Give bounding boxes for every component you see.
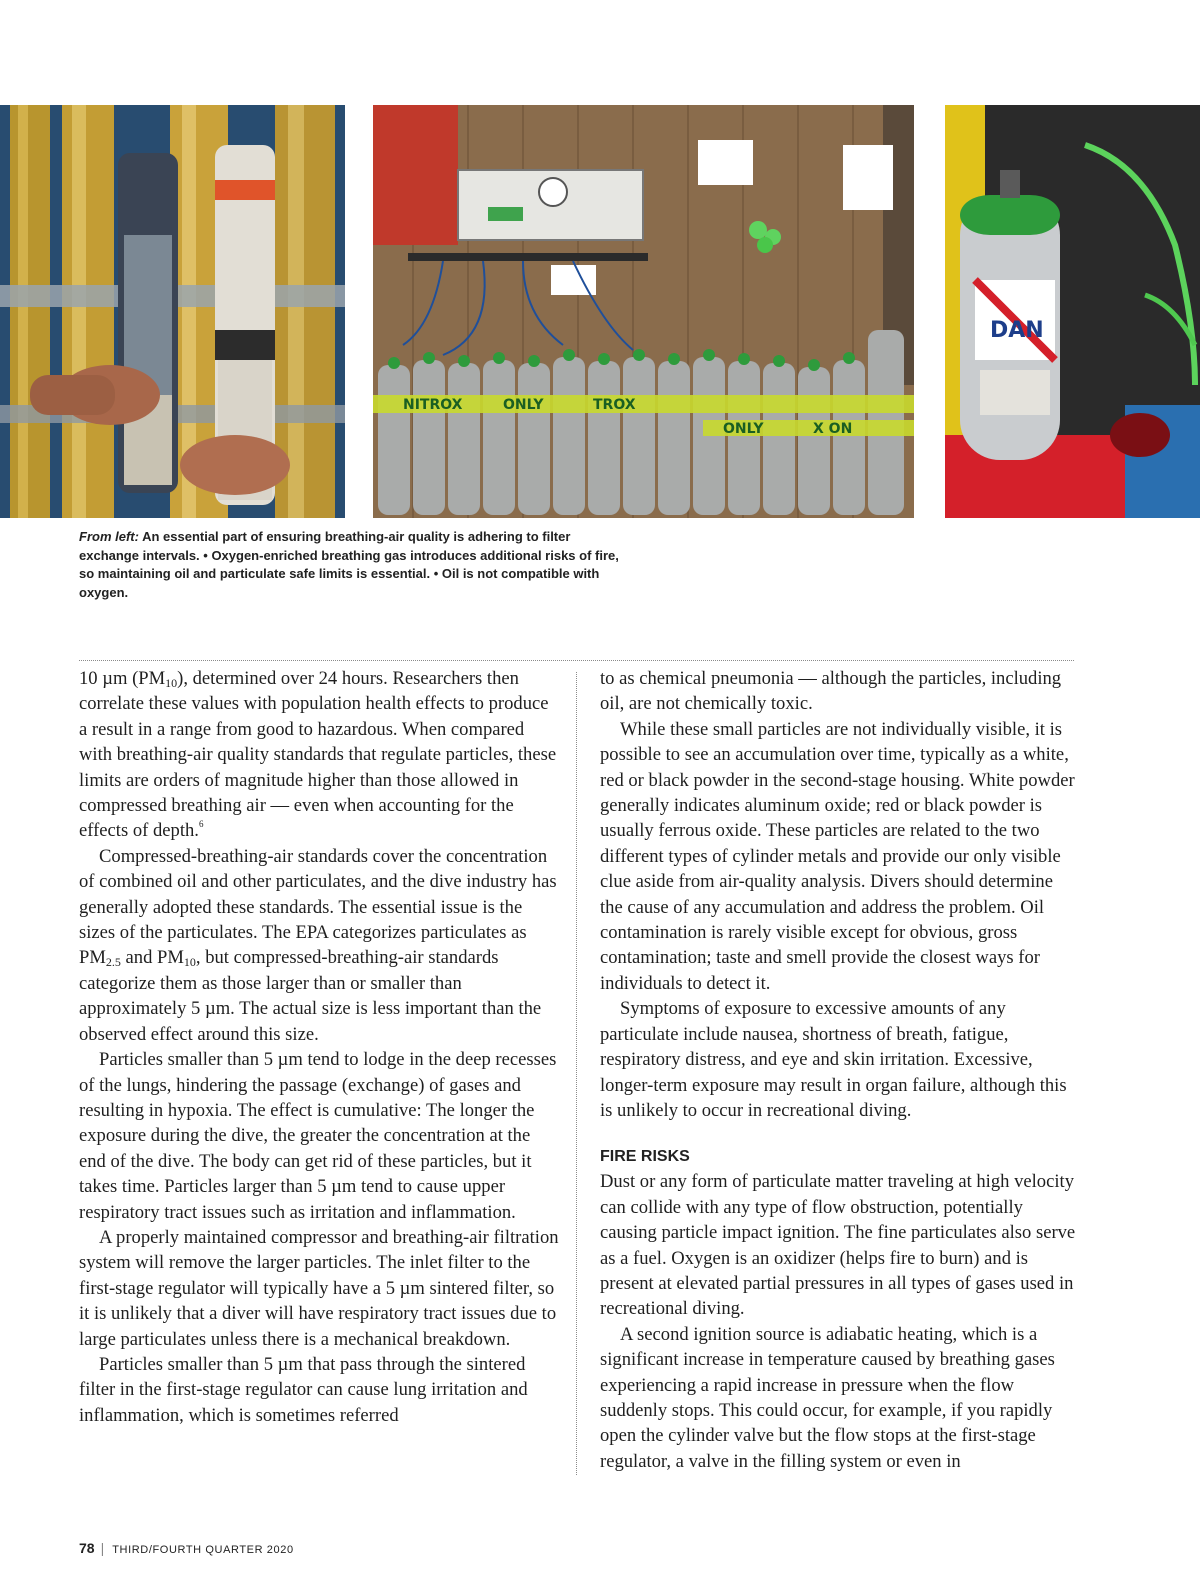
page-number: 78	[79, 1540, 95, 1556]
photo-nitrox-tank-room	[373, 105, 914, 518]
svg-text:ONLY: ONLY	[503, 397, 544, 413]
photo-filter-cartridges	[0, 105, 345, 518]
caption-text: An essential part of ensuring breathing-air quality is adhering to filter exchange intervals. • Oxygen-enriched breathing gas introduces additional risks of fire, so maintaining oil and particulate safe limits is essential. • Oil is not compatible with oxygen.	[79, 529, 619, 600]
column-divider	[576, 672, 577, 1475]
svg-text:DAN: DAN	[990, 318, 1044, 343]
photo-dan-oxygen-cylinder	[945, 105, 1200, 518]
left-paragraph-5: Particles smaller than 5 µm that pass through the sintered filter in the first-stage regulator can cause lung irritation and inflammation, which is sometimes referred	[79, 1353, 528, 1426]
left-paragraph-3: Particles smaller than 5 µm tend to lodge in the deep recesses of the lungs, hindering the passage (exchange) of gases and resulting in hypoxia. The effect is cumulative: The longer the exposure during the dive, the greater the concentration at the end of the dive. The body can get rid of these particles, but it takes time. Particles larger than 5 µm tend to cause upper respiratory tract issues such as irritation and inflammation.	[79, 1049, 557, 1223]
svg-text:TROX: TROX	[593, 397, 636, 413]
right-paragraph-2: While these small particles are not individually visible, it is possible to see an accumulation over time, typically as a white, red or black powder in the second-stage housing. White powder generally indicates aluminum oxide; red or black powder is usually ferrous oxide. These particles are related to the two different types of cylinder metals and provide our only visible clue aside from air-quality analysis. Divers should determine the cause of any accumulation and address the problem. Oil contamination is rarely visible except for obvious, gross contamination; taste and smell provide the closest ways for individuals to detect it.	[600, 718, 1075, 994]
caption-lead: From left:	[79, 529, 139, 544]
left-paragraph-4: A properly maintained compressor and breathing-air filtration system will remove the larger particles. The inlet filter to the first-stage regulator will typically have a 5 µm sintered filter, so it is unlikely that a diver will have respiratory tract issues due to large particulates unless there is a mechanical breakdown.	[79, 1226, 559, 1350]
left-paragraph-1: 10 µm $(PM_{10})$, determined over 24 hours. Researchers then correlate these values with population health effects to produce a result in a range from good to hazardous. When compared with breathing-air quality standards that regulate particles, these limits are orders of magnitude higher than those allowed in compressed breathing air — even when accounting for the effects of depth.$^6$	[79, 668, 557, 842]
right-paragraph-3: Symptoms of exposure to excessive amounts of any particulate include nausea, shortness of breath, fatigue, respiratory distress, and eye and skin irritation. Excessive, longer-term exposure may result in organ failure, although this is unlikely to occur in recreational diving.	[600, 998, 1067, 1121]
svg-text:NITROX: NITROX	[403, 397, 463, 413]
dan-cylinder-illustration	[945, 105, 1200, 518]
right-paragraph-1: to as chemical pneumonia — although the particles, including oil, are not chemically toxic.	[600, 668, 1062, 715]
issue-label: THIRD/FOURTH QUARTER 2020	[112, 1544, 294, 1556]
right-column	[600, 666, 1076, 1474]
nitrox-tanks-illustration	[373, 105, 914, 518]
page-footer	[79, 1540, 294, 1558]
right-paragraph-4: Dust or any form of particulate matter traveling at high velocity can collide with any type of flow obstruction, potentially causing particle impact ignition. The fine particulates also serve as a fuel. Oxygen is an oxidizer (helps fire to burn) and is present at elevated partial pressures in all types of gases used in recreational diving.	[600, 1171, 1076, 1320]
section-heading-fire-risks: FIRE RISKS	[600, 1148, 690, 1166]
left-column	[79, 666, 560, 1428]
photo-caption	[79, 528, 619, 602]
right-paragraph-5: A second ignition source is adiabatic heating, which is a significant increase in temperature caused by breathing gases experiencing a rapid increase in pressure when the flow suddenly stops. This could occur, for example, if you rapidly open the cylinder valve but the flow stops at the first-stage regulator, a valve in the filling system or even in	[600, 1323, 1055, 1472]
filter-cartridges-illustration	[0, 105, 345, 518]
footer-separator: |	[100, 1540, 105, 1556]
svg-text:ONLY: ONLY	[723, 421, 764, 437]
svg-text:X ON: X ON	[813, 421, 853, 437]
left-paragraph-2: Compressed-breathing-air standards cover the concentration of combined oil and other particulates, and the dive industry has generally adopted these standards. The essential issue is the sizes of the particulates. The EPA categorizes particulates as $PM_{2.5}$ and $PM_{10}$, but compressed-breathing-air standards categorize them as those larger than or smaller than approximately 5 µm. The actual size is less important than the observed effect around this size.	[79, 845, 557, 1045]
column-top-rule	[79, 660, 1074, 661]
